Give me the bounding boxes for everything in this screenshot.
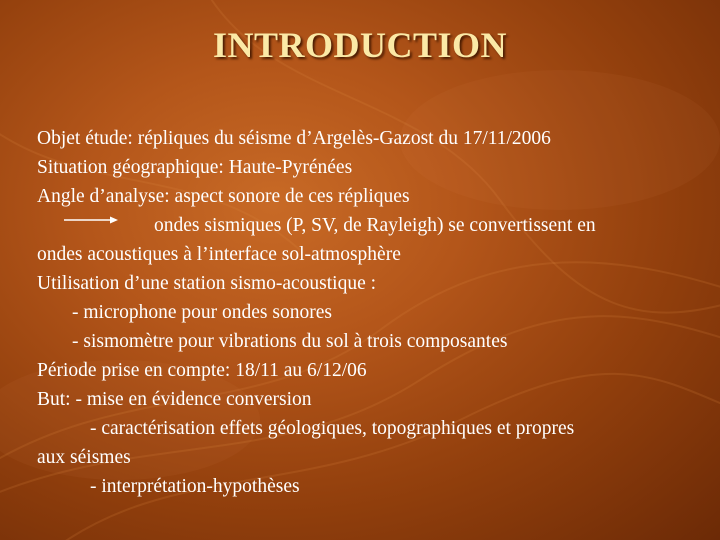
text-line-caracterisation: - caractérisation effets géologiques, topographiques et propres [90, 418, 575, 439]
text-line-angle: Angle d’analyse: aspect sonore de ces répliques [37, 186, 410, 207]
right-arrow-icon [64, 215, 118, 225]
slide-title: INTRODUCTION [212, 25, 508, 65]
text-line-ondes-acoustiques: ondes acoustiques à l’interface sol-atmosphère [37, 244, 401, 265]
text-line-ondes-sismiques [37, 211, 707, 240]
text-line-interpretation: - interprétation-hypothèses [90, 476, 300, 497]
text-line-periode: Période prise en compte: 18/11 au 6/12/06 [37, 360, 367, 381]
text-line-sismometre: - sismomètre pour vibrations du sol à trois composantes [72, 331, 508, 352]
text-line-objet: Objet étude: répliques du séisme d’Argelès-Gazost du 17/11/2006 [37, 128, 551, 149]
text-line-but: But: - mise en évidence conversion [37, 389, 312, 410]
text-line-situation: Situation géographique: Haute-Pyrénées [37, 157, 353, 178]
text-line-aux-seismes: aux séismes [37, 447, 131, 468]
ondes-sismiques-text: ondes sismiques (P, SV, de Rayleigh) se convertissent en [154, 215, 596, 236]
slide-body [37, 124, 707, 501]
text-line-utilisation: Utilisation d’une station sismo-acoustique : [37, 273, 377, 294]
text-line-microphone: - microphone pour ondes sonores [72, 302, 332, 323]
